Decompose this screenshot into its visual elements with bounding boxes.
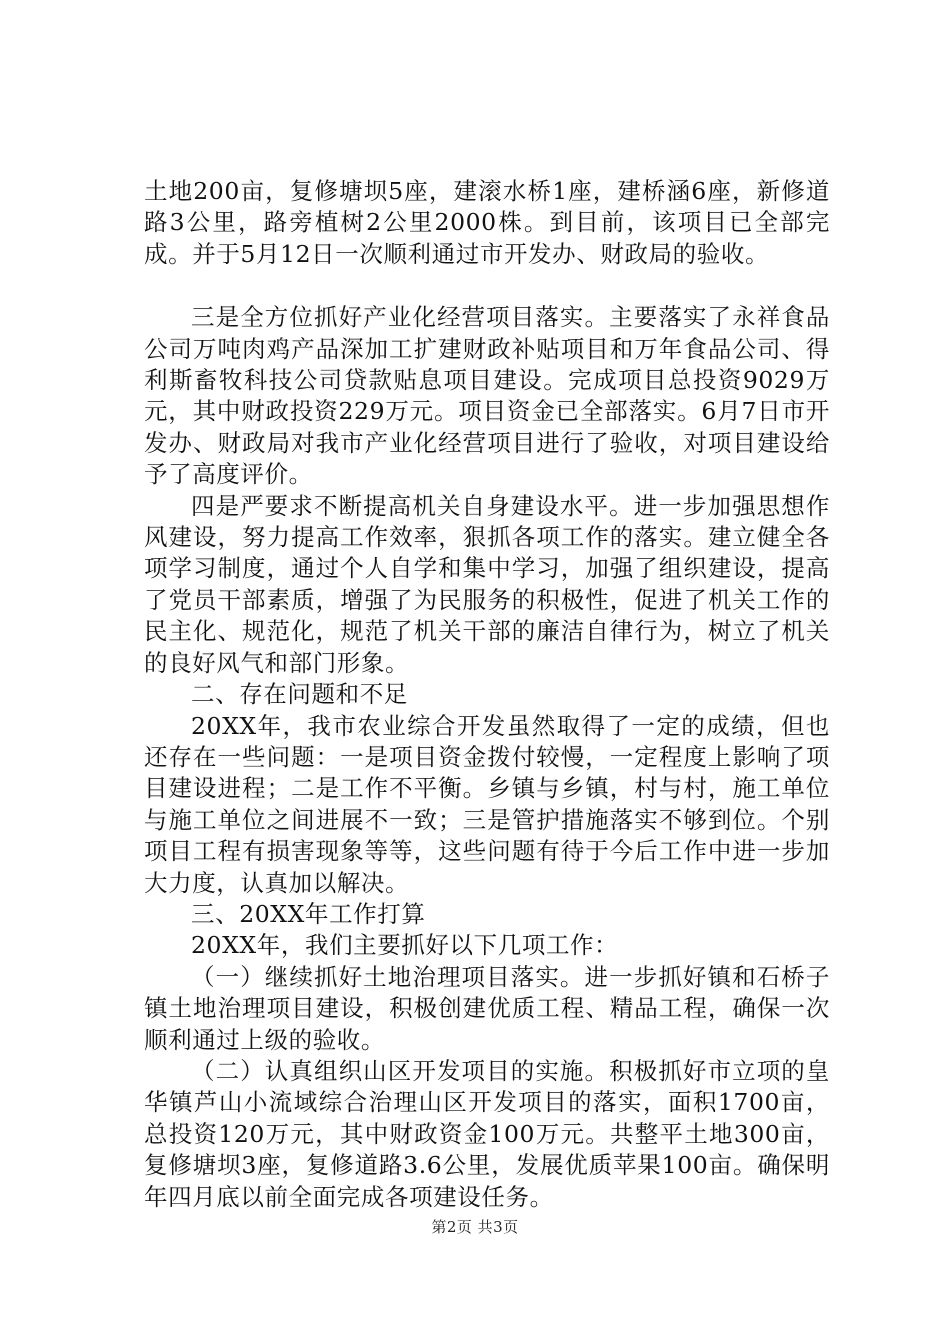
section-heading-problems: 二、存在问题和不足 (191, 680, 408, 709)
paragraph-industrialization-projects: 三是全方位抓好产业化经营项目落实。主要落实了永祥食品公司万吨肉鸡产品深加工扩建财政补贴项目和万年食品公司、得利斯畜牧科技公司贷款贴息项目建设。完成项目总投资9029万元，其中财政投资229万元。项目资金已全部落实。6月7日市开发办、财政局对我市产业化经营项目进行了验收，对项目建设给予了高度评价。 (144, 303, 830, 489)
paragraph-plan-intro: 20XX年，我们主要抓好以下几项工作： (191, 931, 619, 960)
paragraph-land-project-continued: 土地200亩，复修塘坝5座，建滚水桥1座，建桥涵6座，新修道路3公里，路旁植树2公里2000株。到目前，该项目已全部完成。并于5月12日一次顺利通过市开发办、财政局的验收。 (144, 177, 830, 268)
document-body (144, 176, 830, 1213)
paragraph-problems: 20XX年，我市农业综合开发虽然取得了一定的成绩，但也还存在一些问题：一是项目资金拨付较慢，一定程度上影响了项目建设进程；二是工作不平衡。乡镇与乡镇，村与村，施工单位与施工单位之间进展不一致；三是管护措施落实不够到位。个别项目工程有损害现象等等，这些问题有待于今后工作中进一步加大力度，认真加以解决。 (144, 711, 830, 897)
paragraph-organ-self-construction: 四是严要求不断提高机关自身建设水平。进一步加强思想作风建设，努力提高工作效率，狠抓各项工作的落实。建立健全各项学习制度，通过个人自学和集中学习，加强了组织建设，提高了党员干部素质，增强了为民服务的积极性，促进了机关工作的民主化、规范化，规范了机关干部的廉洁自律行为，树立了机关的良好风气和部门形象。 (144, 491, 830, 677)
page-number-footer: 第2页 共3页 (431, 1218, 519, 1236)
paragraph-plan-item-2: （二）认真组织山区开发项目的实施。积极抓好市立项的皇华镇芦山小流域综合治理山区开发项目的落实，面积1700亩，总投资120万元，其中财政资金100万元。共整平土地300亩，复修塘坝3座，复修道路3.6公里，发展优质苹果100亩。确保明年四月底以前全面完成各项建设任务。 (144, 1056, 830, 1211)
section-heading-work-plan: 三、20XX年工作打算 (191, 899, 426, 928)
paragraph-plan-item-1: （一）继续抓好土地治理项目落实。进一步抓好镇和石桥子镇土地治理项目建设，积极创建优质工程、精品工程，确保一次顺利通过上级的验收。 (144, 962, 830, 1054)
